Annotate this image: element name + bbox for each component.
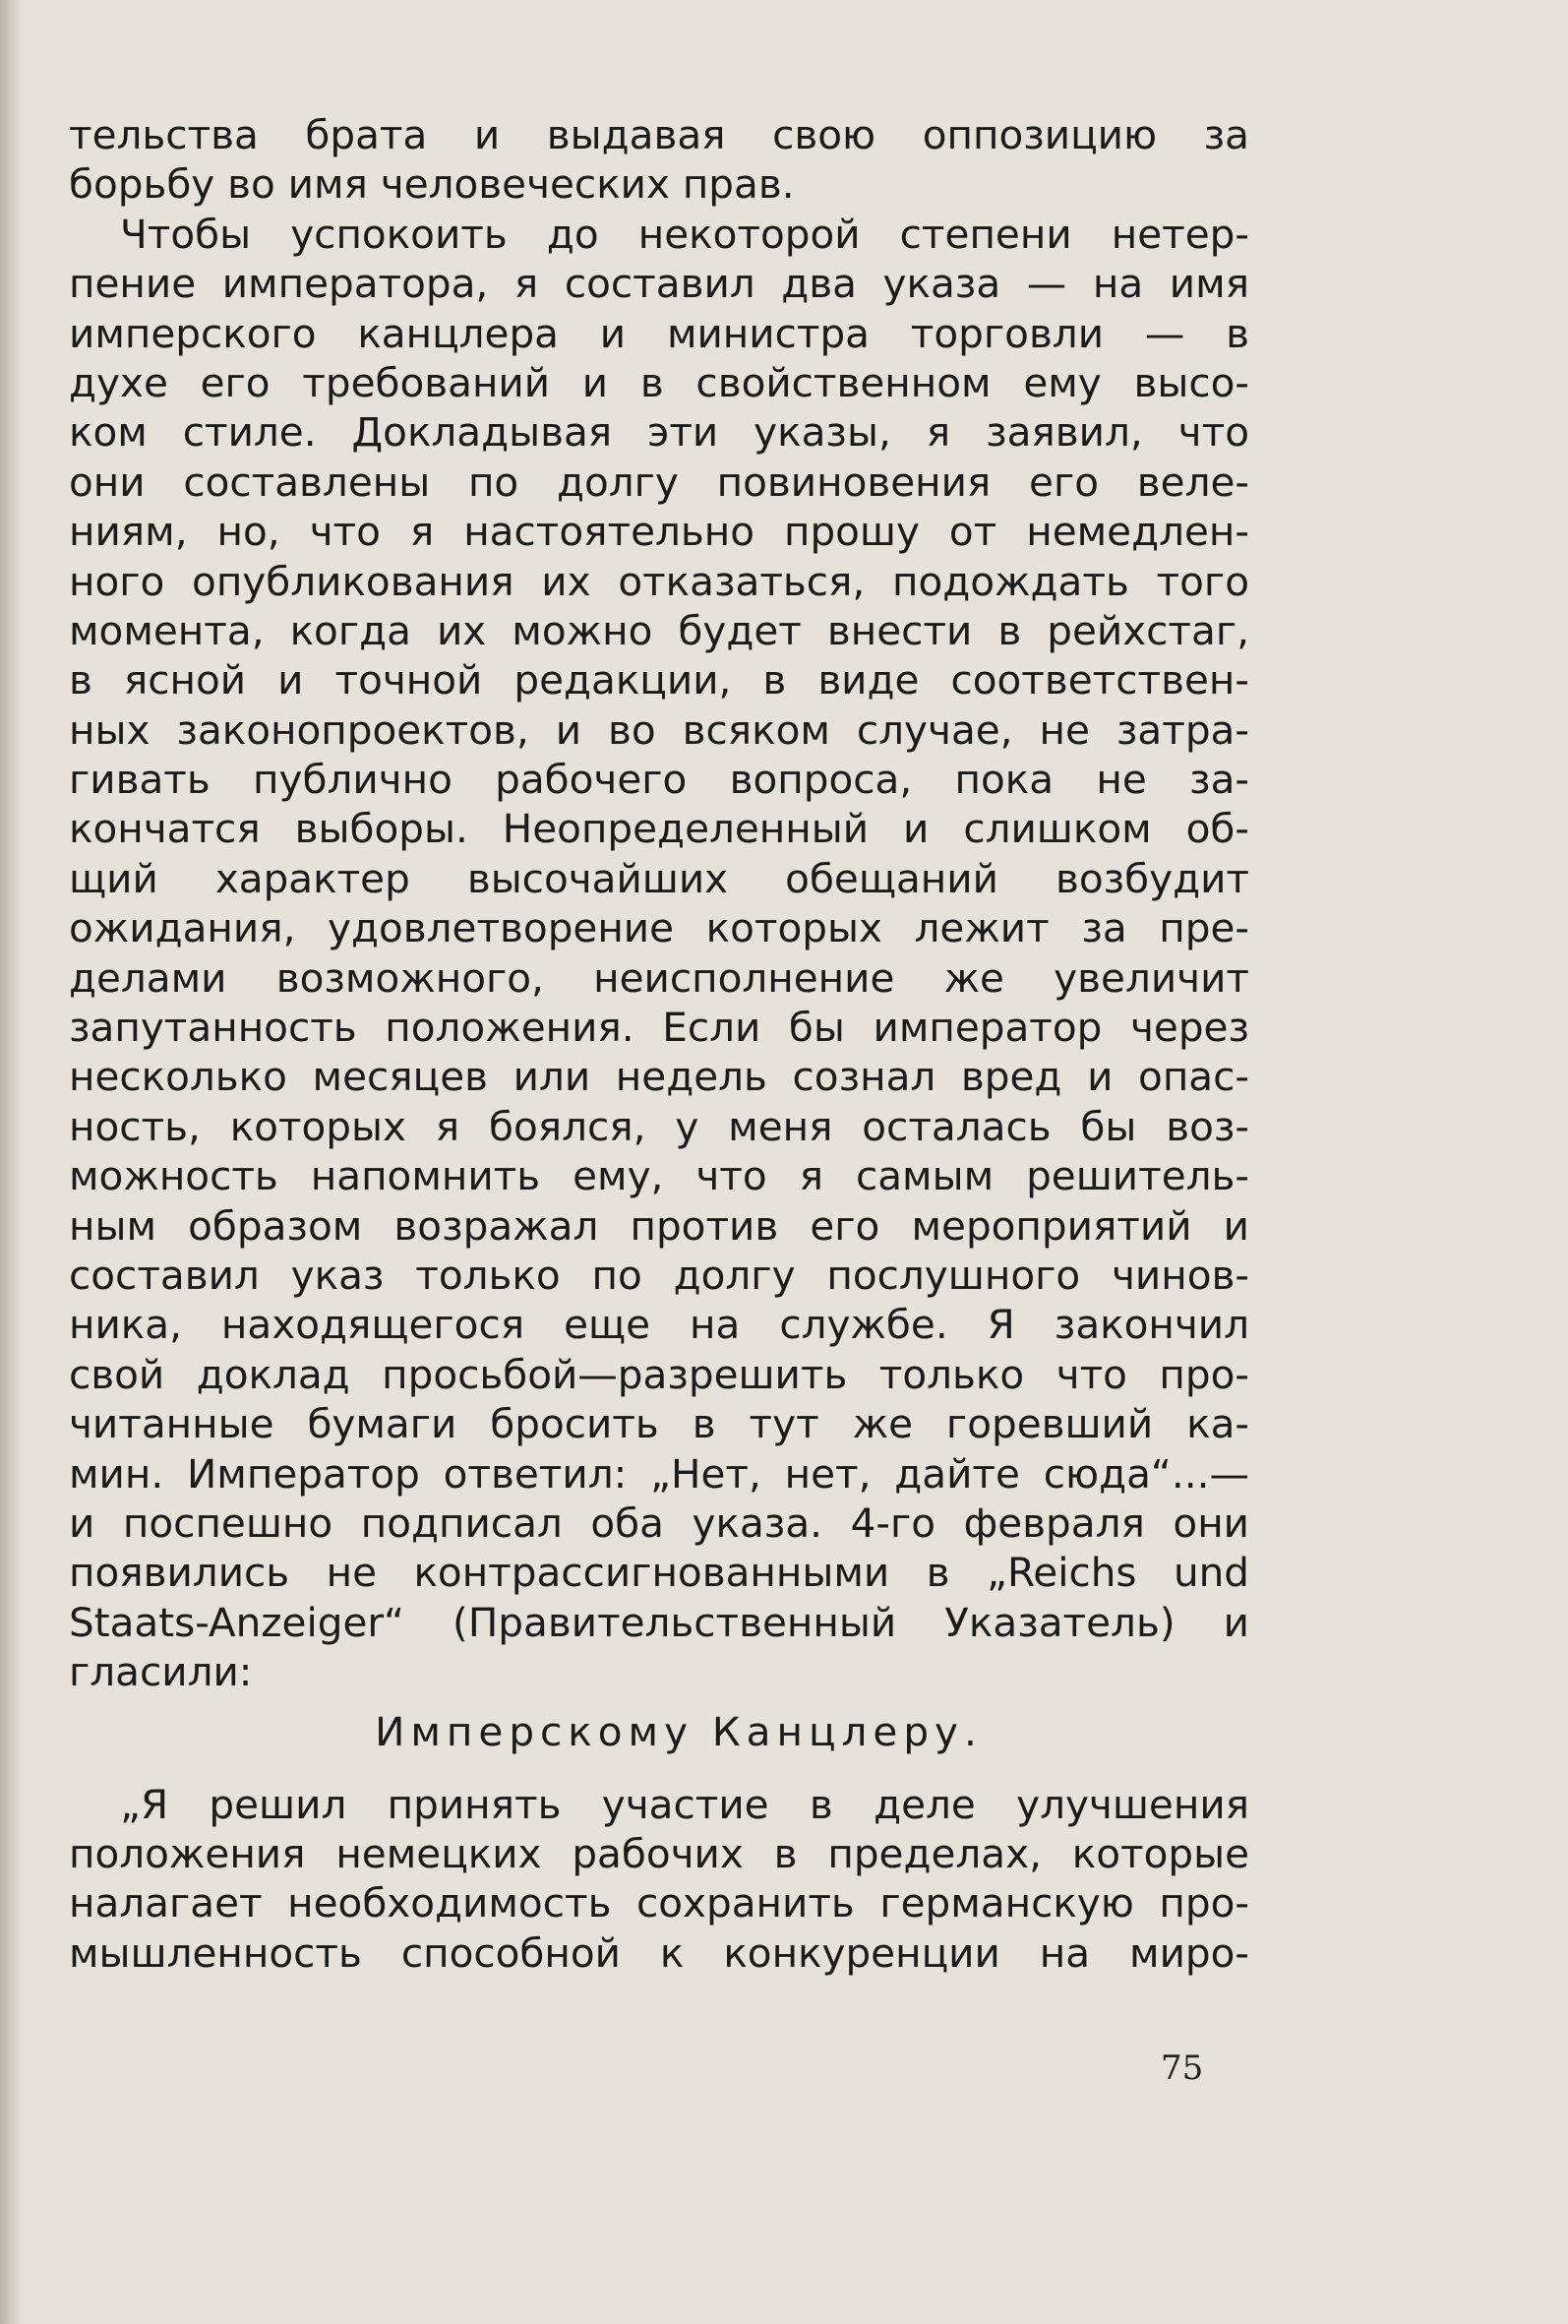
text-line: ного опубликования их отказаться, подождать того <box>69 557 1249 605</box>
text-line: делами возможного, неисполнение же увеличит <box>69 953 1249 1002</box>
text-line: Чтобы успокоить до некоторой степени нетер- <box>120 210 1249 258</box>
text-line: Staats-Anzeiger“ (Правительственный Указатель) и <box>69 1598 1249 1646</box>
text-line: они составлены по долгу повиновения его веле- <box>69 458 1249 506</box>
paragraph-2 <box>69 210 1249 1697</box>
text-line: несколько месяцев или недель сознал вред и опас- <box>69 1053 1249 1101</box>
text-line: щий характер высочайших обещаний возбудит <box>69 854 1249 902</box>
text-line: тельства брата и выдавая свою оппозицию за <box>69 111 1249 158</box>
text-line: духе его требований и в свойственном ему высо- <box>69 358 1249 406</box>
paragraph-3 <box>69 1780 1249 1979</box>
text-line: ных законопроектов, и во всяком случае, не затра- <box>69 705 1249 754</box>
text-line: пение императора, я составил два указа — на имя <box>69 260 1249 308</box>
text-line: мин. Император ответил: „Нет, нет, дайте сюда“...— <box>69 1449 1249 1498</box>
body-text <box>69 110 1249 1978</box>
text-line: свой доклад просьбой—разрешить только что про- <box>69 1350 1249 1398</box>
text-line: запутанность положения. Если бы император через <box>69 1004 1249 1052</box>
text-line: читанные бумаги бросить в тут же горевший ка- <box>69 1400 1249 1448</box>
text-line: момента, когда их можно будет внести в рейхстаг, <box>69 606 1249 654</box>
text-line: кончатся выборы. Неопределенный и слишком об- <box>69 805 1249 853</box>
text-line: ность, которых я боялся, у меня осталась бы воз- <box>69 1102 1249 1150</box>
text-line: налагает необходимость сохранить германскую про- <box>69 1879 1249 1927</box>
text-line: гласили: <box>69 1648 253 1696</box>
text-line: „Я решил принять участие в деле улучшения <box>120 1780 1249 1828</box>
text-line: в ясной и точной редакции, в виде соответствен- <box>69 656 1249 704</box>
text-line: можность напомнить ему, что я самым решитель- <box>69 1152 1249 1200</box>
text-line: имперского канцлера и министра торговли — в <box>69 309 1249 357</box>
text-line: появились не контрассигнованными в „Reichs und <box>69 1549 1249 1597</box>
text-line: ным образом возражал против его мероприятий и <box>69 1201 1249 1250</box>
paragraph-1 <box>69 110 1249 210</box>
text-line: составил указ только по долгу послушного чинов- <box>69 1251 1249 1299</box>
text-line: мышленность способной к конкуренции на миро- <box>69 1928 1249 1977</box>
text-line: борьбу во имя человеческих прав. <box>69 160 795 209</box>
text-line: положения немецких рабочих в пределах, которые <box>69 1829 1249 1877</box>
section-heading: Имперскому Канцлеру. <box>375 1707 983 1755</box>
page-number: 75 <box>1161 2049 1204 2088</box>
text-line: гивать публично рабочего вопроса, пока не за- <box>69 756 1249 804</box>
text-line: ком стиле. Докладывая эти указы, я заявил, что <box>69 408 1249 457</box>
text-line: и поспешно подписал оба указа. 4-го февраля они <box>69 1498 1249 1547</box>
text-line: ника, находящегося еще на службе. Я закончил <box>69 1301 1249 1349</box>
text-line: ожидания, удовлетворение которых лежит за пре- <box>69 904 1249 952</box>
text-line: ниям, но, что я настоятельно прошу от немедлен- <box>69 508 1249 556</box>
